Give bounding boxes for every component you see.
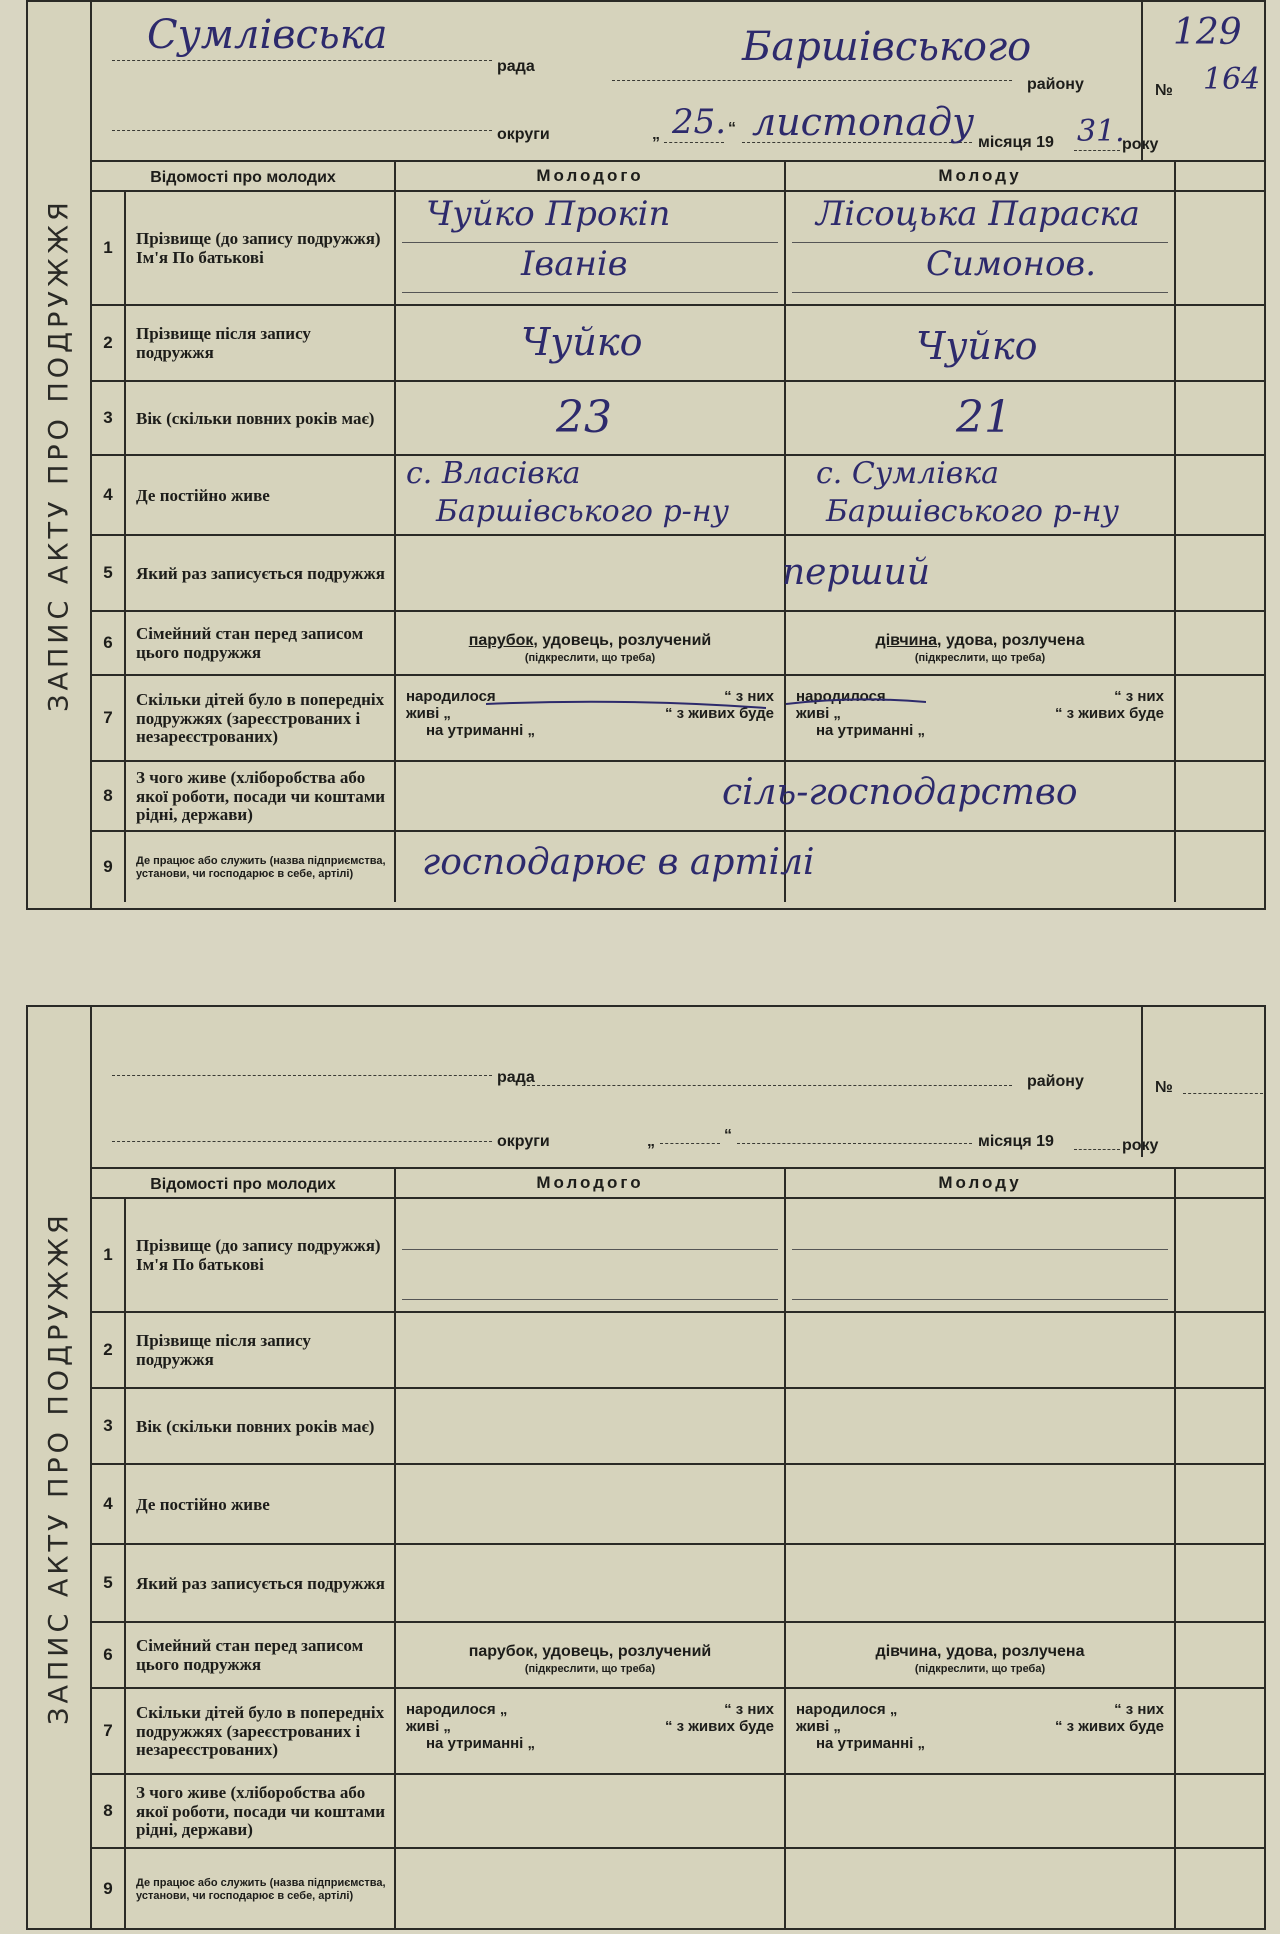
number-label: № xyxy=(1155,82,1173,99)
raion-value: Баршівського xyxy=(742,24,1032,70)
groom-patronymic: Іванів xyxy=(521,244,628,284)
table-row: 8 З чого живе (хліборобства або якої роботи, посади чи коштами рідні, держави) xyxy=(92,1775,1266,1849)
table-row: 2 Прізвище після запису подружжя xyxy=(92,1313,1266,1389)
record-table: Відомості про молодих Молодого Молоду 1 Прізвище (до запису подружжя) Ім'я По батькові 2 Прізвище після запису подружжя 3 Вік (скільки повних років має) 4 Де постійно живе 5 Який раз записується подружжя 6 Сімейний стан перед записом цього подружжя парубок, удовець, розлучений (підкреслити, що треба) дівчина, удова, розлучена (підкреслити, що треба) 7 Скільки дітей було в попередніх подружжях (зареєстрованих і незареєстрованих) народилося „ “ з них живі „ “ з живих буде на утриманні „ народилося „ “ з них живі „ “ з живих буде на утриманні „ 8 З чого живе (хліборобства або якої роботи, посади чи коштами рідні, держави) 9 Де працює або служить (назва підприємства, установи, чи господарює в себе, артілі) xyxy=(92,1167,1266,1932)
groom-age: 23 xyxy=(556,392,612,443)
rada-label: рада xyxy=(497,58,535,75)
occupation-value: сіль-господарство xyxy=(722,772,1078,813)
table-row: 4 Де постійно живе с. Власівка Баршівського р-ну с. Сумлівка Баршівського р-ну xyxy=(92,456,1266,536)
table-row: 6 Сімейний стан перед записом цього подружжя парубок, удовець, розлучений (підкреслити, що треба) дівчина, удова, розлучена (підкреслити, що треба) xyxy=(92,612,1266,676)
bride-residence-district: Баршівського р-ну xyxy=(826,494,1119,529)
table-row: 4 Де постійно живе xyxy=(92,1465,1266,1545)
month-label: місяця 19 xyxy=(978,134,1054,151)
groom-header: Молодого xyxy=(536,166,644,185)
bride-surname-name: Лісоцька Параска xyxy=(816,194,1140,234)
table-row: 9 Де працює або служить (назва підприємства, установи, чи господарює в себе, артілі) господарює в артілі xyxy=(92,832,1266,902)
bride-patronymic: Симонов. xyxy=(926,244,1097,284)
raion-label: району xyxy=(1027,76,1084,93)
day-value: 25. xyxy=(672,102,727,142)
table-row: 9 Де працює або служить (назва підприємства, установи, чи господарює в себе, артілі) xyxy=(92,1849,1266,1929)
record-number-box xyxy=(1141,2,1266,160)
groom-surname-name: Чуйко Прокіп xyxy=(426,194,671,234)
table-row: 7 Скільки дітей було в попередніх подружжях (зареєстрованих і незареєстрованих) народилося „ “ з них живі „ “ з живих буде на утриманні „ народилося „ “ з них живі „ “ з живих буде на утриманні „ xyxy=(92,1689,1266,1775)
record-number: 129 xyxy=(1173,12,1242,53)
year-label: року xyxy=(1122,136,1159,153)
bride-residence-village: с. Сумлівка xyxy=(816,456,1000,491)
bride-status-selected: дівчина xyxy=(875,632,938,649)
table-row: 1 Прізвище (до запису подружжя) Ім'я По батькові Чуйко Прокіп Іванів Лісоцька Параска Симонов. xyxy=(92,192,1266,306)
okrugy-label: округи xyxy=(497,126,550,143)
bride-header: Молоду xyxy=(938,166,1022,185)
table-row: 1 Прізвище (до запису подружжя) Ім'я По батькові xyxy=(92,1199,1266,1313)
table-row: 7 Скільки дітей було в попередніх подружжях (зареєстрованих і незареєстрованих) народилося “ з них живі „ “ з живих буде на утриманні „ народилося “ з них живі „ “ з живих буде на утриманні „ xyxy=(92,676,1266,762)
groom-residence-district: Баршівського р-ну xyxy=(436,494,729,529)
form-title: ЗАПИС АКТУ ПРО ПОДРУЖЖЯ xyxy=(43,198,75,712)
table-row: 6 Сімейний стан перед записом цього подружжя парубок, удовець, розлучений (підкреслити, що треба) дівчина, удова, розлучена (підкреслити, що треба) xyxy=(92,1623,1266,1689)
groom-status-selected: парубок xyxy=(468,632,534,649)
groom-surname-after: Чуйко xyxy=(521,320,643,364)
record-number-b: 164 xyxy=(1203,62,1261,97)
groom-residence-village: с. Власівка xyxy=(406,456,581,491)
table-row: 5 Який раз записується подружжя перший xyxy=(92,536,1266,612)
table-row: 8 З чого живе (хліборобства або якої роботи, посади чи коштами рідні, держави) сіль-господарство xyxy=(92,762,1266,832)
record-header: рада району округи „ “ місяця 19 року № xyxy=(92,1007,1266,1157)
month-value: листопаду xyxy=(752,100,975,144)
bride-age: 21 xyxy=(956,392,1012,443)
record-table xyxy=(92,160,1266,912)
info-header: Відомості про молодих xyxy=(150,169,336,187)
marriage-record-form-1 xyxy=(26,0,1266,910)
rada-value: Сумлівська xyxy=(147,12,388,58)
table-row: 2 Прізвище після запису подружжя Чуйко Чуйко xyxy=(92,306,1266,382)
form-side-title: ЗАПИС АКТУ ПРО ПОДРУЖЖЯ xyxy=(28,1007,92,1928)
table-row: 3 Вік (скільки повних років має) xyxy=(92,1389,1266,1465)
marriage-record-form-2 xyxy=(26,1005,1266,1930)
record-number-box: № xyxy=(1141,1007,1266,1157)
table-row: 3 Вік (скільки повних років має) 23 21 xyxy=(92,382,1266,456)
table-row: 5 Який раз записується подружжя xyxy=(92,1545,1266,1623)
record-header: Сумлівська рада Баршівського району округи „ 25. “ листопаду місяця 19 31. року № 129 164 xyxy=(92,2,1266,160)
marriage-count-value: перший xyxy=(782,552,931,593)
bride-surname-after: Чуйко xyxy=(916,324,1038,368)
year-value: 31. xyxy=(1077,114,1125,149)
form-side-title xyxy=(28,2,92,908)
workplace-value: господарює в артілі xyxy=(422,842,815,883)
